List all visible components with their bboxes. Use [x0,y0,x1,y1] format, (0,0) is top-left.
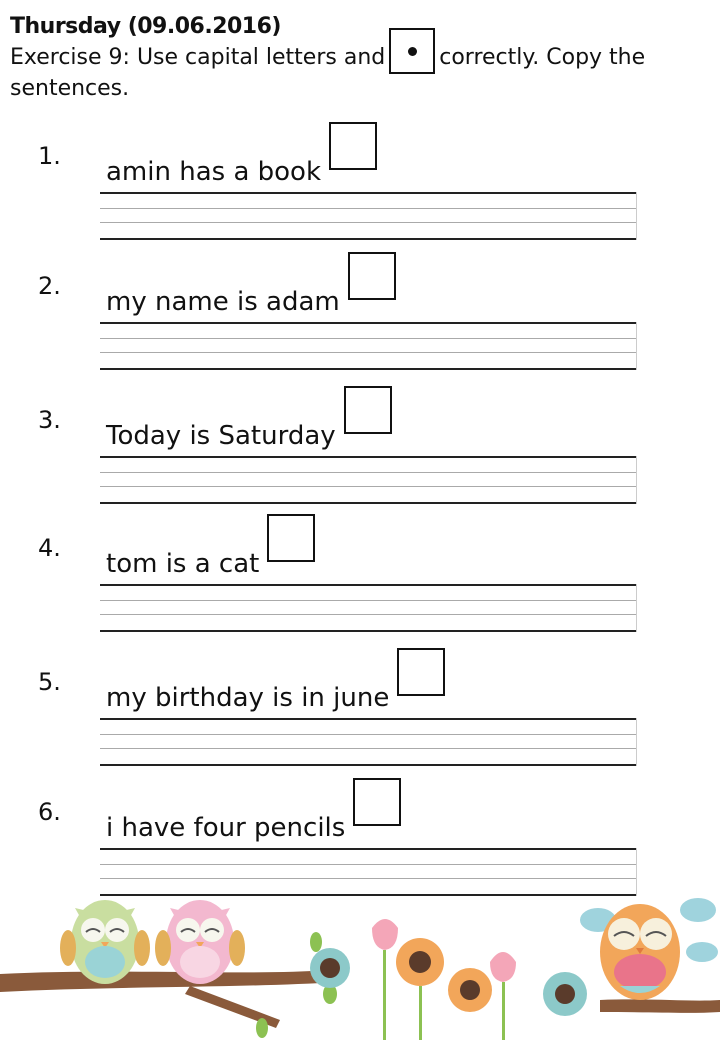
exercise-number: 3. [38,406,61,434]
owl-green-icon [60,900,150,984]
answer-box[interactable] [329,122,377,170]
date-title: Thursday (09.06.2016) [10,14,281,39]
leaf-icon [256,1018,268,1038]
answer-box[interactable] [344,386,392,434]
sentence-text: tom is a cat [106,549,260,579]
period-box [389,28,435,74]
exercise-number: 2. [38,272,61,300]
instruction-part-1: Exercise 9: Use capital letters and [10,45,386,70]
owl-big-icon [600,904,680,1000]
answer-box[interactable] [267,514,315,562]
flower-icon [310,919,587,1040]
owl-pink-icon [155,900,245,984]
exercise-sentence [106,534,315,582]
exercise-item-3 [0,392,720,522]
exercise-item-1 [0,128,720,258]
exercise-number: 5. [38,668,61,696]
exercise-number: 1. [38,142,61,170]
instruction-part-2: correctly. Copy the sentences. [10,45,646,101]
instruction-text [10,42,710,103]
exercise-item-2 [0,258,720,388]
exercise-item-4 [0,520,720,650]
sentence-text: Today is Saturday [106,421,336,451]
answer-box[interactable] [348,252,396,300]
writing-lines[interactable] [100,584,637,634]
exercise-number: 6. [38,798,61,826]
period-dot-icon [408,47,417,56]
exercise-sentence [106,406,392,454]
exercise-sentence [106,668,445,716]
writing-lines[interactable] [100,456,637,506]
exercise-sentence [106,142,377,190]
exercise-number: 4. [38,534,61,562]
exercise-sentence [106,798,401,846]
branch-icon [0,970,340,992]
sentence-text: amin has a book [106,157,322,187]
worksheet-header [10,12,710,103]
answer-box[interactable] [397,648,445,696]
writing-lines[interactable] [100,322,637,372]
sentence-text: my birthday is in june [106,683,390,713]
writing-lines[interactable] [100,718,637,768]
decorative-footer [0,890,720,1040]
answer-box[interactable] [353,778,401,826]
exercise-item-5 [0,654,720,784]
writing-lines[interactable] [100,192,637,242]
sentence-text: my name is adam [106,287,340,317]
exercise-sentence [106,272,396,320]
sentence-text: i have four pencils [106,813,346,843]
